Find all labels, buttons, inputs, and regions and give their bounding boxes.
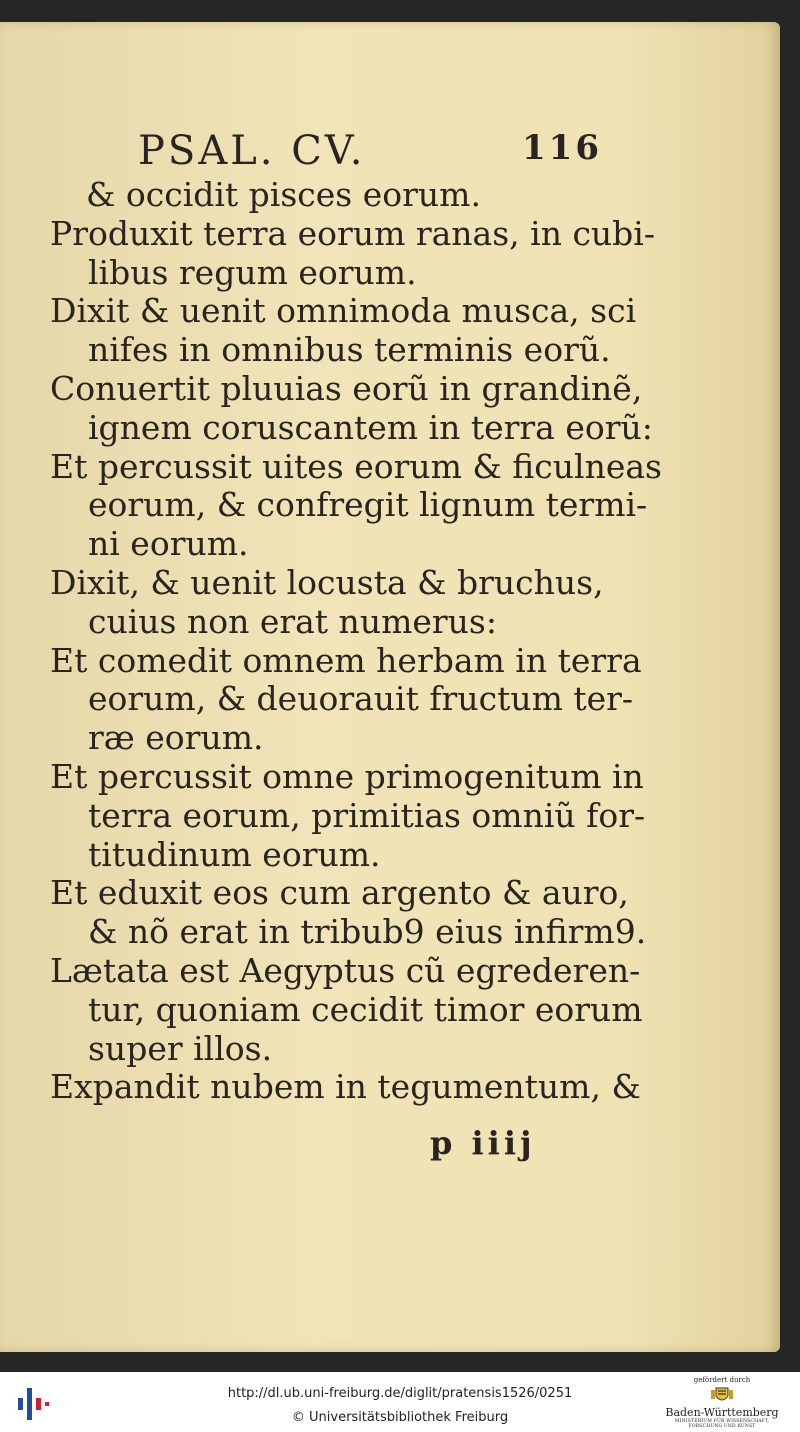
sponsor-block (662, 1376, 782, 1429)
text-line: Et percussit uites eorum & ficulneas (50, 446, 662, 486)
text-line: Conuertit pluuias eorũ in grandinẽ, (50, 368, 643, 408)
state-crest-icon (710, 1385, 734, 1405)
psalm-text (50, 175, 662, 1107)
running-title: PSAL. CV. (138, 128, 366, 174)
signature-mark: p iiij (430, 1124, 536, 1162)
text-line: nifes in omnibus terminis eorũ. (88, 330, 611, 370)
text-line: Lætata est Aegyptus cũ egrederen- (50, 950, 641, 990)
text-line: tur, quoniam cecidit timor eorum (88, 989, 643, 1029)
copyright-text: © Universitätsbibliothek Freiburg (291, 1410, 509, 1425)
text-line: eorum, & confregit lignum termi- (88, 485, 648, 525)
text-line: Et percussit omne primogenitum in (50, 756, 644, 796)
text-line: super illos. (88, 1028, 273, 1068)
text-line: ræ eorum. (88, 718, 264, 758)
sponsor-ministry: MINISTERIUM FÜR WISSENSCHAFT, FORSCHUNG UND KUNST (674, 1419, 770, 1429)
folio-number: 116 (522, 128, 602, 168)
text-line: & nõ erat in tribub9 eius infirm9. (88, 912, 647, 952)
text-line: & occidit pisces eorum. (86, 175, 481, 214)
text-line: libus regum eorum. (88, 252, 417, 292)
text-line: Et comedit omnem herbam in terra (50, 640, 642, 680)
text-line: titudinum eorum. (88, 834, 381, 874)
text-line: Expandit nubem in tegumentum, & (50, 1067, 641, 1107)
text-line: Produxit terra eorum ranas, in cubi- (50, 213, 656, 253)
text-line: Et eduxit eos cum argento & auro, (50, 873, 629, 913)
sponsor-label: gefördert durch (693, 1376, 751, 1384)
text-line: Dixit, & uenit locusta & bruchus, (50, 562, 604, 602)
viewer-footer (0, 1372, 800, 1432)
text-line: cuius non erat numerus: (88, 601, 497, 641)
text-line: Dixit & uenit omnimoda musca, sci (50, 291, 637, 331)
page-url-link[interactable]: http://dl.ub.uni-freiburg.de/diglit/pratensis1526/0251 (227, 1386, 573, 1401)
text-line: eorum, & deuorauit fructum ter- (88, 679, 634, 719)
text-line: ni eorum. (88, 524, 249, 564)
text-line: ignem coruscantem in terra eorũ: (88, 407, 653, 447)
text-line: terra eorum, primitias omniũ for- (88, 795, 646, 835)
page-header (138, 128, 608, 174)
sponsor-name: Baden-Württemberg (665, 1406, 779, 1419)
